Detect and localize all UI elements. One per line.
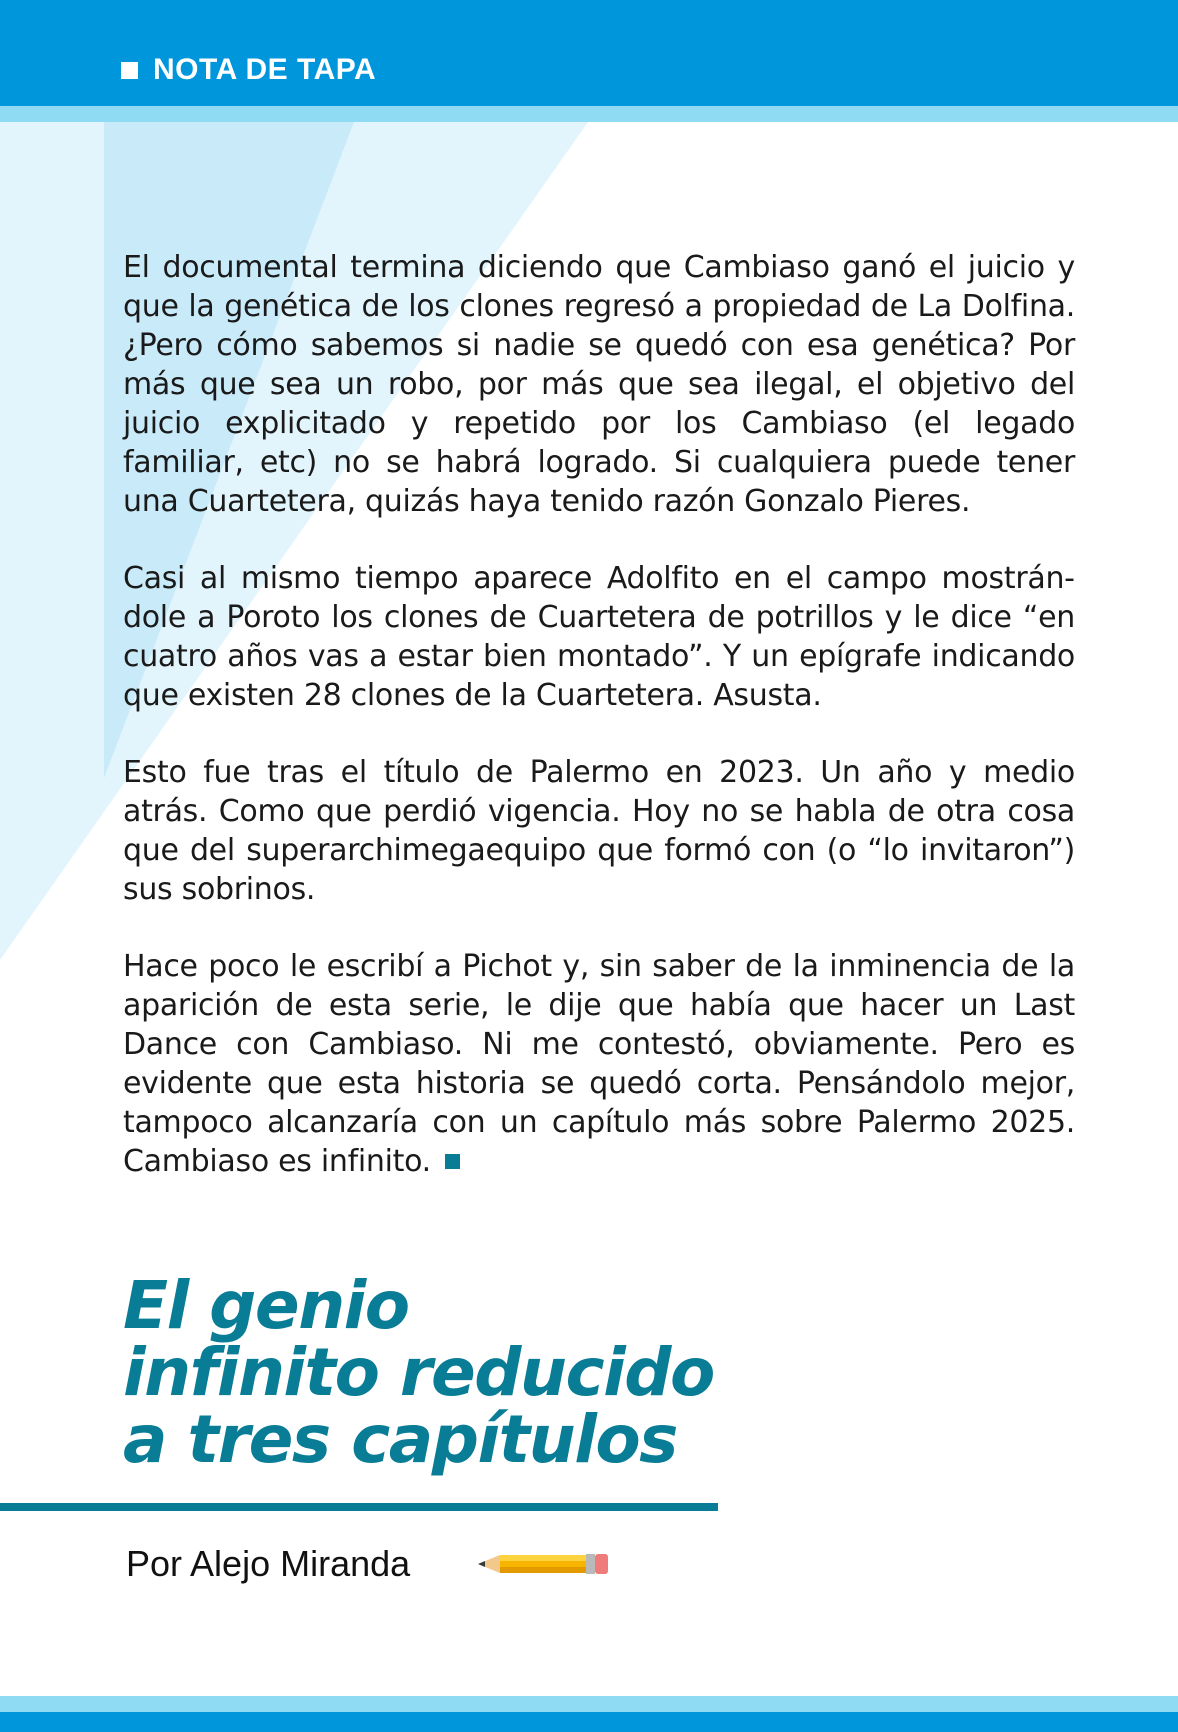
article-paragraph-1: El documental termina diciendo que Cambiaso ganó el juicio y que la genética de los clones regresó a propiedad de La Dolfina. ¿Pero cómo sabemos si nadie se quedó con esa genética? Por más que sea un robo, por más que sea ilegal, el objetivo del juicio explicitado y repetido por los Cambiaso (el legado familiar, etc) no se habrá logrado. Si cualquiera puede tener una Cuartetera, quizás haya tenido razón Gonzalo Pieres.	[123, 250, 1075, 519]
footer-bar	[0, 1712, 1178, 1732]
header-stripe	[0, 106, 1178, 122]
article-paragraph-4-text: Hace poco le escribí a Pichot y, sin saber de la inminencia de la aparición de esta serie, le dije que había que hacer un Last Dance con Cambiaso. Ni me contestó, obviamente. Pero es evidente que esta historia se quedó corta. Pensándolo mejor, tampoco alcanzaría con un capítulo más sobre Palermo 2025. Cambiaso es infinito.	[123, 949, 1075, 1179]
footer-stripe	[0, 1696, 1178, 1712]
headline-line-3: a tres capítulos	[123, 1401, 677, 1478]
article-paragraph-2: Casi al mismo tiempo aparece Adolfito en el campo mostrándole a Poroto los clones de Cuartetera de potrillos y le dice “en cuatro años vas a estar bien montado”. Y un epígrafe indicando que existen 28 clones de la Cuartetera. Asusta.	[123, 561, 1075, 713]
headline	[123, 1267, 823, 1478]
section-square-icon	[121, 62, 138, 79]
byline: Por Alejo Miranda	[126, 1543, 411, 1584]
article-paragraph-4	[123, 947, 1075, 1181]
end-of-article-square-icon	[445, 1154, 460, 1169]
headline-rule	[0, 1503, 718, 1511]
pencil-icon	[476, 1550, 610, 1578]
article-body	[123, 248, 1075, 1219]
section-label: NOTA DE TAPA	[153, 53, 377, 86]
article-paragraph-3: Esto fue tras el título de Palermo en 2023. Un año y medio atrás. Como que perdió vigencia. Hoy no se habla de otra cosa que del superarchimegaequipo que formó con (o “lo invitaron”) sus sobrinos.	[123, 755, 1075, 907]
headline-line-2: infinito reducido	[123, 1334, 714, 1411]
headline-line-1: El genio	[123, 1267, 409, 1344]
